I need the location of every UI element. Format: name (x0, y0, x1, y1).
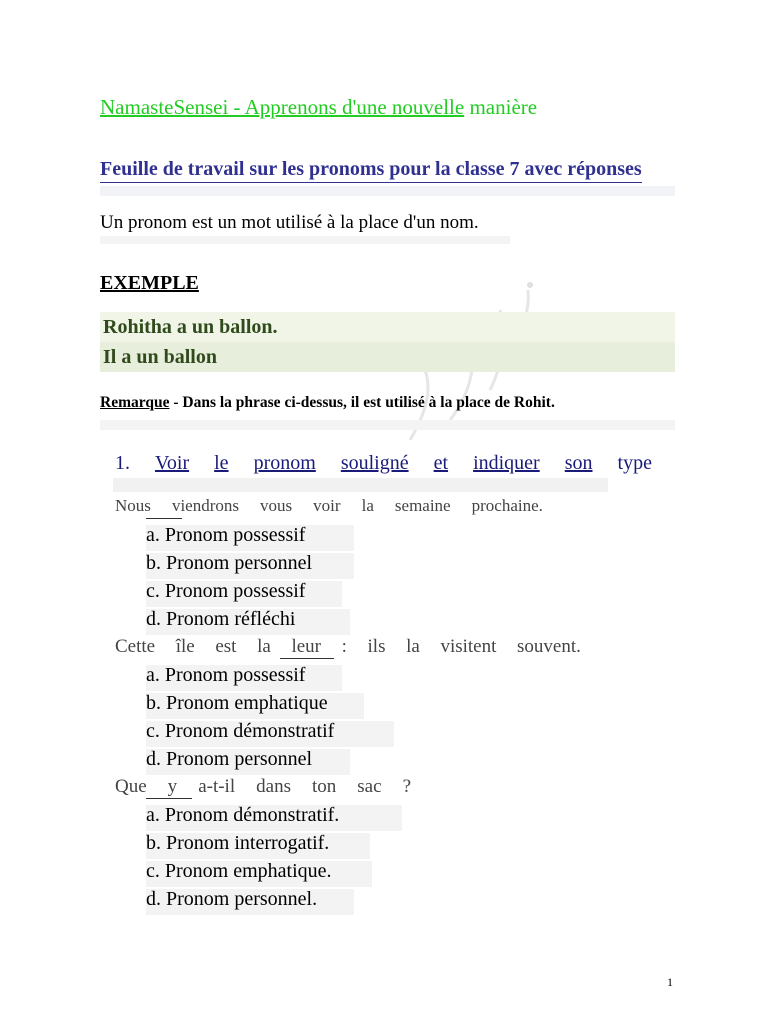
question-word: souligné (340, 452, 409, 474)
option-2c: c. Pronom démonstratif (146, 720, 335, 742)
question-word: pronom (253, 452, 316, 474)
sentence-word: Que (115, 776, 147, 797)
sentence-word: semaine (394, 496, 451, 515)
option-1c: c. Pronom possessif (146, 580, 306, 602)
question-word: le (214, 452, 229, 474)
sentence-word: voir (313, 496, 341, 515)
option-2d: d. Pronom personnel (146, 748, 313, 770)
example-line-1: Rohitha a un ballon. (100, 312, 675, 342)
note-text: - Dans la phrase ci-dessus, il est utilisé à la place de Rohit. (169, 394, 555, 411)
sentence-word: la (257, 636, 271, 657)
option-3c: c. Pronom emphatique. (146, 860, 332, 882)
option-1a: a. Pronom possessif (146, 524, 306, 546)
question-word: son (564, 452, 593, 474)
note-shadow (100, 420, 675, 430)
question-word: et (433, 452, 449, 474)
option-2b: b. Pronom emphatique (146, 692, 328, 714)
pronoun-underline (280, 658, 334, 659)
option-1b: b. Pronom personnel (146, 552, 313, 574)
subtitle-shadow (100, 186, 675, 196)
sentence-word: leur (291, 636, 321, 657)
example-line-2: Il a un ballon (100, 342, 675, 372)
question-word: Voir (155, 452, 190, 474)
example-heading: EXEMPLE (100, 272, 199, 294)
sentence-1 (115, 496, 543, 516)
sentence-2 (115, 636, 581, 658)
sentence-word: sac (357, 776, 382, 797)
sentence-word: Cette (115, 636, 156, 657)
site-title (100, 95, 537, 120)
sentence-word: visitent (440, 636, 497, 657)
site-title-suffix: manière (464, 95, 538, 119)
pronoun-underline (146, 518, 182, 519)
sentence-word: dans (256, 776, 291, 797)
sentence-word: vous (260, 496, 293, 515)
sentence-word: est (215, 636, 237, 657)
sentence-word: ? (402, 776, 411, 797)
pronoun-underline (146, 798, 192, 799)
option-3b: b. Pronom interrogatif. (146, 832, 330, 854)
question-number: 1. (115, 452, 130, 474)
note (100, 394, 555, 412)
sentence-word: a-t-il (198, 776, 236, 797)
note-label: Remarque (100, 394, 170, 411)
option-3d: d. Pronom personnel. (146, 888, 318, 910)
option-2a: a. Pronom possessif (146, 664, 306, 686)
sentence-word: la (361, 496, 374, 515)
page-number: 1 (667, 975, 673, 989)
sentence-word: prochaine. (471, 496, 543, 515)
intro-text: Un pronom est un mot utilisé à la place d'un nom. (100, 212, 479, 233)
option-1d: d. Pronom réfléchi (146, 608, 296, 630)
site-title-main: NamasteSensei - Apprenons d'une nouvelle (100, 95, 465, 119)
sentence-word: viendrons (171, 496, 239, 515)
sentence-word: Nous (115, 496, 151, 515)
question-shadow (113, 478, 608, 492)
question-title (115, 452, 652, 475)
sentence-word: ils (367, 636, 386, 657)
sentence-word: : (341, 636, 347, 657)
sentence-word: y (167, 776, 178, 797)
option-3a: a. Pronom démonstratif. (146, 804, 340, 826)
sentence-word: souvent. (517, 636, 581, 657)
sentence-3 (115, 776, 411, 798)
sentence-word: ton (311, 776, 337, 797)
worksheet-title: Feuille de travail sur les pronoms pour la classe 7 avec réponses (100, 158, 642, 183)
sentence-word: la (406, 636, 420, 657)
intro-shadow (100, 236, 510, 244)
question-word: type (617, 452, 652, 474)
sentence-word: île (175, 636, 195, 657)
question-word: indiquer (473, 452, 540, 474)
